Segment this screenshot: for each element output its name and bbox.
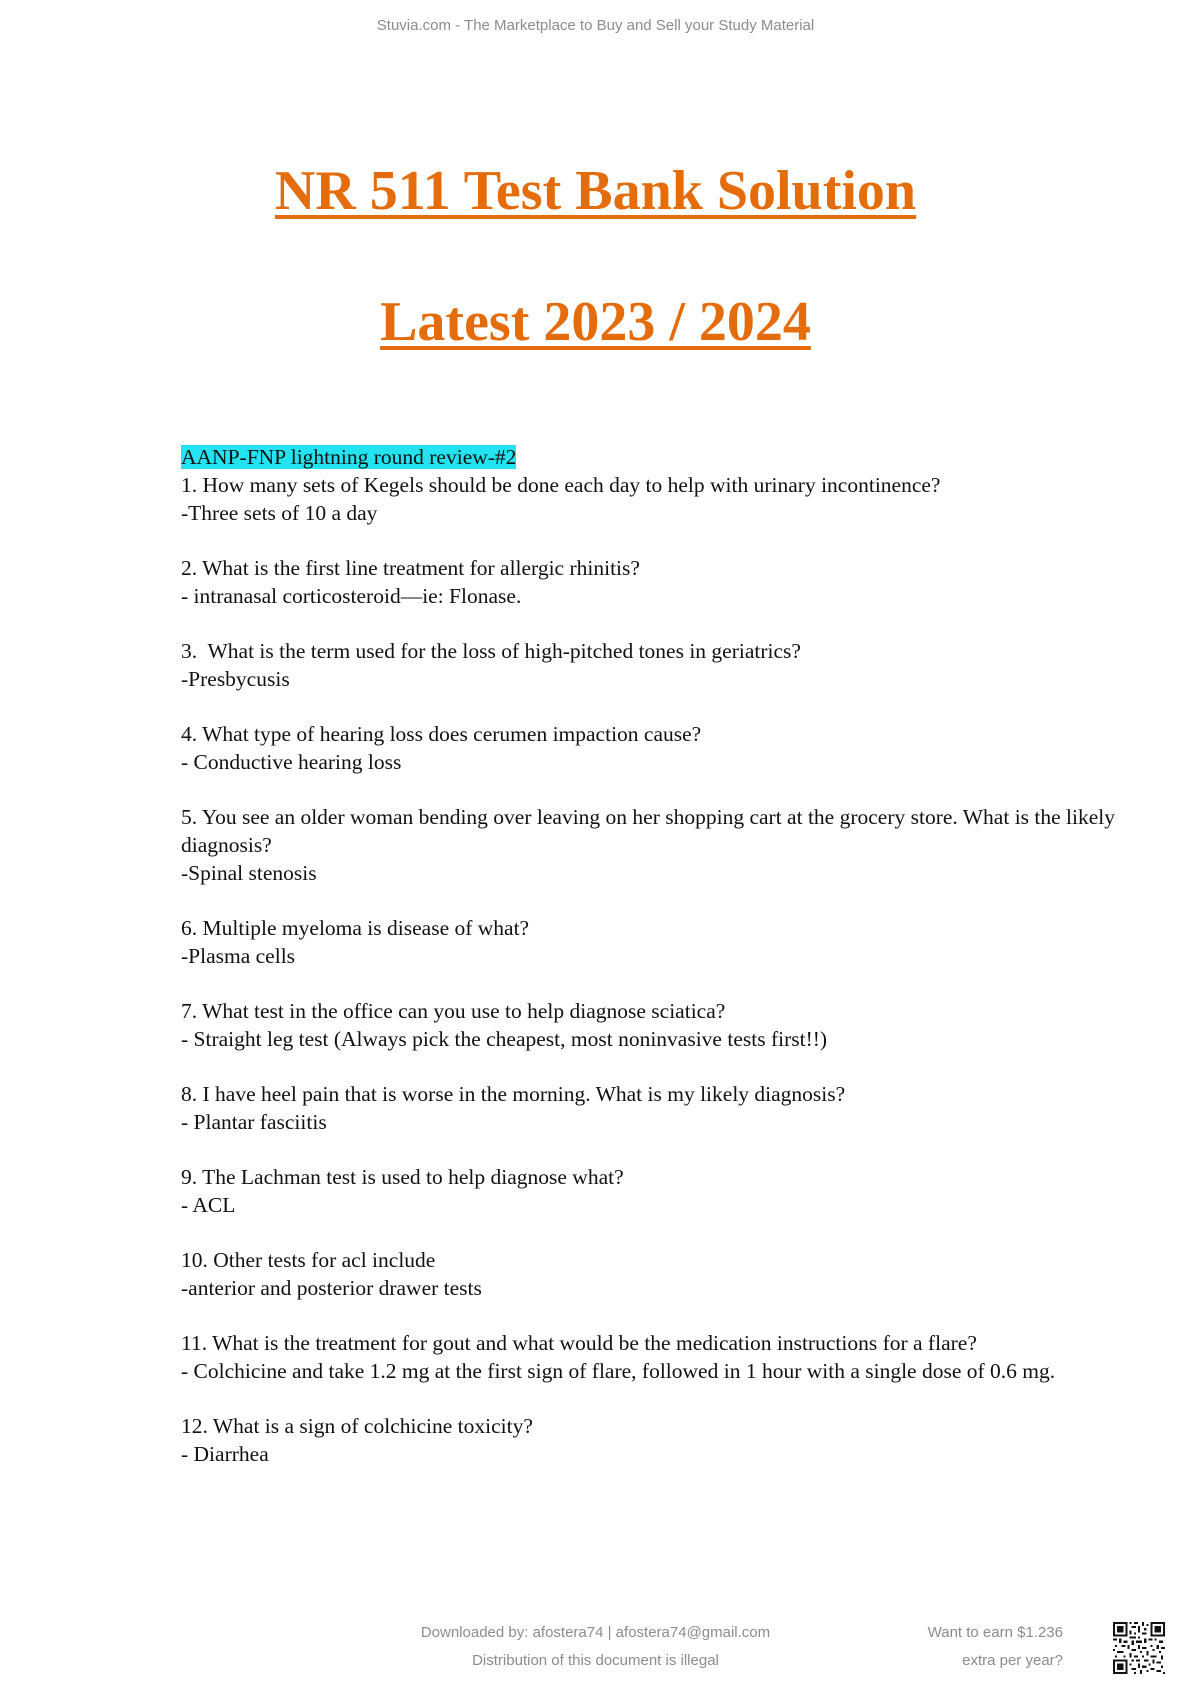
question-4: 4. What type of hearing loss does cerumen impaction cause? bbox=[181, 722, 702, 746]
title-text-1: NR 511 Test Bank Solution bbox=[274, 160, 917, 222]
question-3: 3. What is the term used for the loss of high-pitched tones in geriatrics? bbox=[181, 639, 801, 663]
qa-item-6 bbox=[181, 914, 1141, 970]
footer-downloaded-by: Downloaded by: afostera74 | afostera74@gmail.com bbox=[420, 1624, 771, 1641]
qr-code-icon[interactable] bbox=[1113, 1622, 1165, 1674]
question-2: 2. What is the first line treatment for allergic rhinitis? bbox=[181, 556, 640, 580]
qa-item-12 bbox=[181, 1412, 1141, 1468]
answer-7: - Straight leg test (Always pick the cheapest, most noninvasive tests first!!) bbox=[181, 1027, 828, 1051]
question-10: 10. Other tests for acl include bbox=[181, 1248, 436, 1272]
answer-1: -Three sets of 10 a day bbox=[181, 501, 378, 525]
document-body bbox=[181, 443, 1141, 1495]
answer-8: - Plantar fasciitis bbox=[181, 1110, 327, 1134]
answer-4: - Conductive hearing loss bbox=[181, 750, 402, 774]
question-1: 1. How many sets of Kegels should be done each day to help with urinary incontinence? bbox=[181, 473, 941, 497]
top-banner: Stuvia.com - The Marketplace to Buy and Sell your Study Material bbox=[376, 17, 815, 34]
answer-5: -Spinal stenosis bbox=[181, 861, 317, 885]
section-label-text: AANP-FNP lightning round review-#2 bbox=[181, 445, 517, 469]
question-12: 12. What is a sign of colchicine toxicity? bbox=[181, 1414, 533, 1438]
question-7: 7. What test in the office can you use to help diagnose sciatica? bbox=[181, 999, 726, 1023]
qa-item-3 bbox=[181, 637, 1141, 693]
title-text-2: Latest 2023 / 2024 bbox=[380, 291, 811, 353]
answer-11: - Colchicine and take 1.2 mg at the first sign of flare, followed in 1 hour with a single dose of 0.6 mg. bbox=[181, 1359, 1056, 1383]
promo-text-line-2[interactable]: extra per year? bbox=[962, 1652, 1063, 1669]
qa-item-2 bbox=[181, 554, 1141, 610]
answer-2: - intranasal corticosteroid—ie: Flonase. bbox=[181, 584, 522, 608]
question-11: 11. What is the treatment for gout and what would be the medication instructions for a flare? bbox=[181, 1331, 977, 1355]
qa-item-11 bbox=[181, 1329, 1141, 1385]
question-5: 5. You see an older woman bending over leaving on her shopping cart at the grocery store. What is the likely diagnosis? bbox=[181, 805, 1116, 857]
footer-distribution-notice: Distribution of this document is illegal bbox=[472, 1652, 719, 1669]
qa-item-1 bbox=[181, 471, 1141, 527]
promo-text-line-1[interactable]: Want to earn $1.236 bbox=[927, 1624, 1063, 1641]
title-line-2 bbox=[0, 291, 1191, 353]
title-line-1 bbox=[0, 160, 1191, 222]
answer-6: -Plasma cells bbox=[181, 944, 296, 968]
qa-item-10 bbox=[181, 1246, 1141, 1302]
question-6: 6. Multiple myeloma is disease of what? bbox=[181, 916, 530, 940]
qa-item-9 bbox=[181, 1163, 1141, 1219]
answer-12: - Diarrhea bbox=[181, 1442, 269, 1466]
section-label bbox=[181, 443, 1141, 471]
qa-item-7 bbox=[181, 997, 1141, 1053]
qa-item-8 bbox=[181, 1080, 1141, 1136]
question-9: 9. The Lachman test is used to help diagnose what? bbox=[181, 1165, 624, 1189]
qa-item-5 bbox=[181, 803, 1141, 887]
answer-9: - ACL bbox=[181, 1193, 236, 1217]
qa-item-4 bbox=[181, 720, 1141, 776]
answer-3: -Presbycusis bbox=[181, 667, 290, 691]
answer-10: -anterior and posterior drawer tests bbox=[181, 1276, 482, 1300]
question-8: 8. I have heel pain that is worse in the morning. What is my likely diagnosis? bbox=[181, 1082, 846, 1106]
